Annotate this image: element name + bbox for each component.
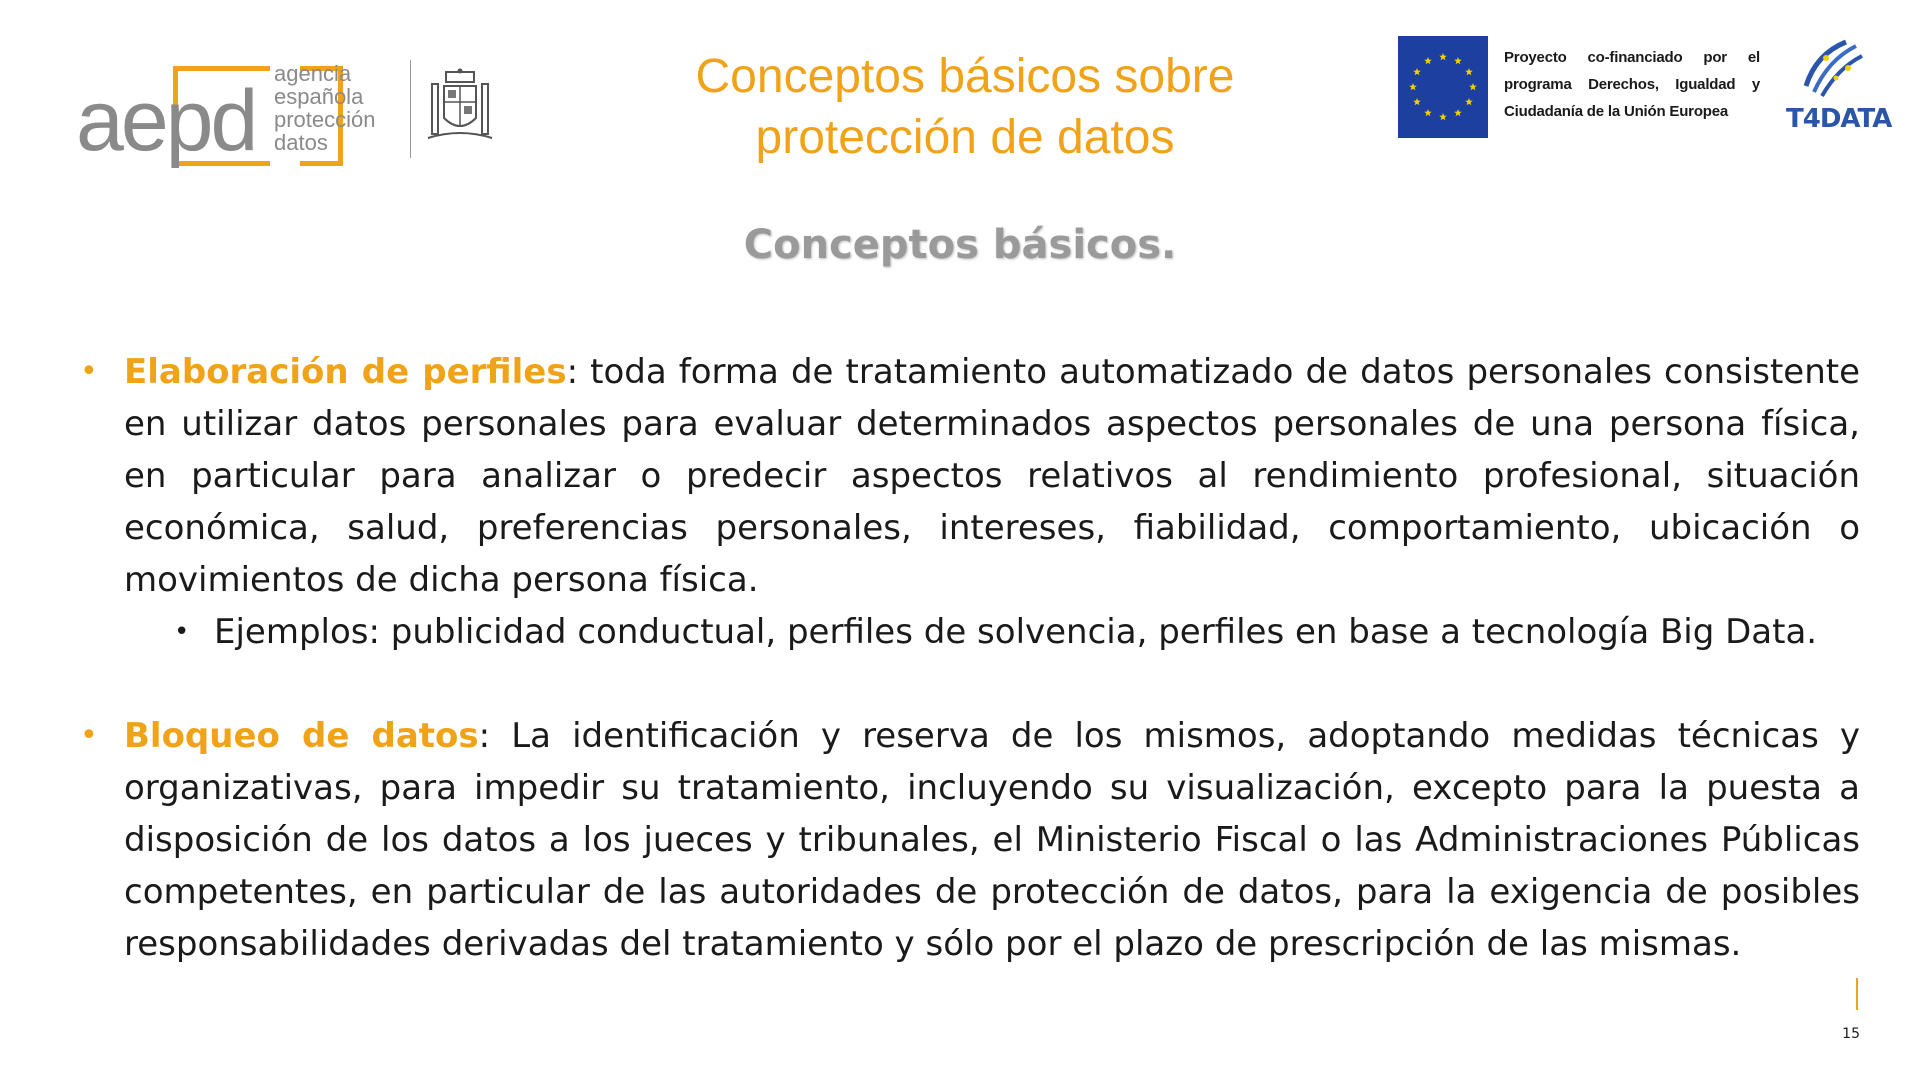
spain-crest-icon bbox=[424, 68, 496, 148]
footer-accent-line bbox=[1856, 978, 1858, 1010]
bullet-bloqueo-datos bbox=[76, 710, 1860, 970]
page-number: 15 bbox=[1842, 1026, 1860, 1042]
title-line-2: protección de datos bbox=[755, 111, 1175, 164]
aepd-line-2: española bbox=[274, 84, 364, 109]
title-line-1: Conceptos básicos sobre bbox=[695, 50, 1235, 103]
bullet-dot: • bbox=[80, 354, 98, 389]
sub-bullet-ejemplos bbox=[76, 606, 1860, 658]
aepd-line-1: agencia bbox=[274, 61, 352, 86]
eu-flag-icon bbox=[1398, 36, 1488, 138]
sub-bullet-dot: • bbox=[174, 617, 190, 647]
aepd-logo-divider bbox=[410, 60, 411, 158]
bullet-elaboracion-perfiles bbox=[76, 346, 1860, 606]
bullet-dot: • bbox=[80, 718, 98, 753]
term-bloqueo-datos: Bloqueo de datos bbox=[124, 716, 479, 756]
term-elaboracion-perfiles: Elaboración de perfiles bbox=[124, 352, 567, 392]
aepd-logo-text bbox=[274, 62, 376, 154]
aepd-logo-mark: aepd bbox=[76, 73, 256, 169]
page-title bbox=[560, 46, 1370, 168]
t4data-logo-text: T4DATA bbox=[1786, 104, 1892, 134]
definition-bloqueo-datos: : La identificación y reserva de los mismos, adoptando medidas técnicas y organizativas, para impedir su tratamiento, incluyendo su visualización, excepto para la puesta a disposición de los datos a los jueces y tribunales, el Ministerio Fiscal o las Administraciones Públicas competentes, en particular de las autoridades de protección de datos, para la exigencia de posibles responsabilidades derivadas del tratamiento y sólo por el plazo de prescripción de las mismas. bbox=[124, 716, 1860, 964]
content-body bbox=[76, 346, 1860, 970]
definition-elaboracion-perfiles: : toda forma de tratamiento automatizado de datos personales consistente en utilizar datos personales para evaluar determinados aspectos personales de una persona física, en particular para analizar o predecir aspectos relativos al rendimiento profesional, situación económica, salud, preferencias personales, intereses, fiabilidad, comportamiento, ubicación o movimientos de dicha persona física. bbox=[124, 352, 1860, 600]
section-subtitle: Conceptos básicos. bbox=[743, 222, 1177, 268]
aepd-line-4: datos bbox=[274, 130, 328, 155]
eu-cofinance-text: Proyecto co-financiado por el programa Derechos, Igualdad y Ciudadanía de la Unión Europea bbox=[1504, 49, 1760, 120]
aepd-logo bbox=[76, 58, 506, 168]
examples-text: Ejemplos: publicidad conductual, perfiles de solvencia, perfiles en base a tecnología Big Data. bbox=[214, 612, 1818, 652]
aepd-line-3: protección bbox=[274, 107, 376, 132]
